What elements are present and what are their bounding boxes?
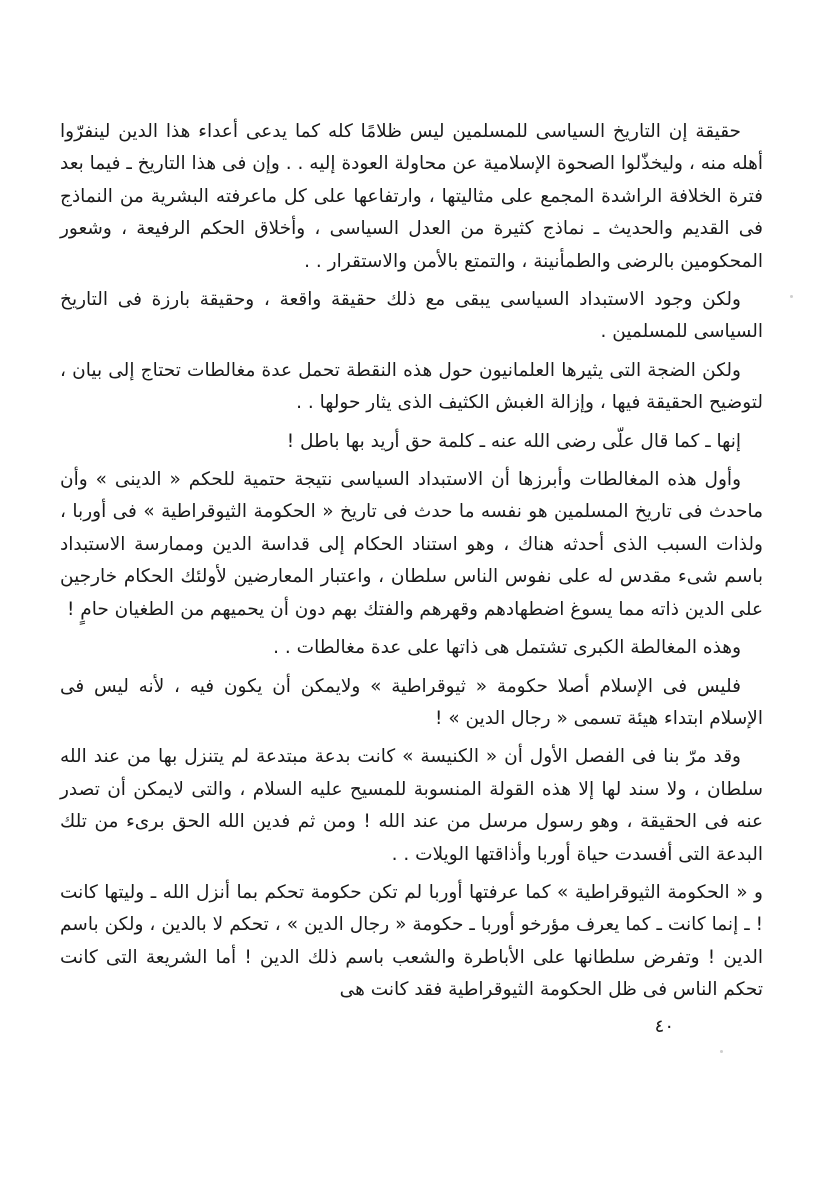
page-number: ٤٠ <box>654 1016 674 1037</box>
paragraph-3: ولكن الضجة التى يثيرها العلمانيون حول هذه النقطة تحمل عدة مغالطات تحتاج إلى بيان ، لتوضيح الحقيقة فيها ، وإزالة الغبش الكثيف الذى يثار حولها . . <box>60 359 763 414</box>
paragraph-8: وقد مرّ بنا فى الفصل الأول أن « الكنيسة » كانت بدعة مبتدعة لم يتنزل بها من عند الله سلطان ، ولا سند لها إلا هذه القولة المنسوبة للمسيح عليه السلام ، والتى لايمكن أن تصدر عنه فى الحقيقة ، وهو رسول مرسل من عند الله ! ومن ثم فدين الله الحق برىء من تلك البدعة التى أفسدت حياة أوربا وأذاقتها الويلات . . <box>60 746 763 865</box>
paragraph-6: وهذه المغالطة الكبرى تشتمل هى ذاتها على عدة مغالطات . . <box>273 637 741 659</box>
paragraph-1: حقيقة إن التاريخ السياسى للمسلمين ليس ظلامًا كله كما يدعى أعداء هذا الدين لينفرّوا أهله منه ، وليخذّلوا الصحوة الإسلامية عن محاولة العودة إليه . . وإن فى هذا التاريخ ـ فيما بعد فترة الخلافة الراشدة المجمع على مثاليتها ، وارتفاعها على كل ماعرفته البشرية من النماذج فى القديم والحديث ـ نماذج كثيرة من العدل السياسى ، وأخلاق الحكم الرفيعة ، وشعور المحكومين بالرضى والطمأنينة ، والتمتع بالأمن والاستقرار . . <box>60 121 763 272</box>
paragraph-5: وأول هذه المغالطات وأبرزها أن الاستبداد السياسى نتيجة حتمية للحكم « الدينى » وأن ماحدث فى تاريخ المسلمين هو نفسه ما حدث فى تاريخ « الحكومة الثيوقراطية » فى أوربا ، ولذات السبب الذى أحدثه هناك ، وهو استناد الحكام إلى قداسة الدين وممارسة الاستبداد باسم شىء مقدس له على نفوس الناس سلطان ، واعتبار المعارضين لأولئك الحكام خارجين على الدين ذاته مما يسوغ اضطهادهم وقهرهم والفتك بهم دون أن يحميهم من الطغيان حامٍ ! <box>60 469 763 620</box>
page-body <box>60 116 763 1013</box>
paragraph-2: ولكن وجود الاستبداد السياسى يبقى مع ذلك حقيقة واقعة ، وحقيقة بارزة فى التاريخ السياسى للمسلمين . <box>60 289 763 343</box>
scan-speck <box>790 295 793 298</box>
paragraph-7: فليس فى الإسلام أصلا حكومة « ثيوقراطية » ولايمكن أن يكون فيه ، لأنه ليس فى الإسلام ابتداء هيئة تسمى « رجال الدين » ! <box>60 675 763 729</box>
paragraph-9: و « الحكومة الثيوقراطية » كما عرفتها أوربا لم تكن حكومة تحكم بما أنزل الله ـ وليتها كانت ! ـ إنما كانت ـ كما يعرف مؤرخو أوربا ـ حكومة « رجال الدين » ، تحكم لا بالدين ، ولكن باسم الدين ! وتفرض سلطانها على الأباطرة والشعب باسم ذلك الدين ! أما الشريعة التى كانت تحكم الناس فى ظل الحكومة الثيوقراطية فقد كانت هى <box>60 881 763 1001</box>
scan-speck <box>720 1050 723 1053</box>
paragraph-4: إنها ـ كما قال علّى رضى الله عنه ـ كلمة حق أريد بها باطل ! <box>286 430 741 452</box>
